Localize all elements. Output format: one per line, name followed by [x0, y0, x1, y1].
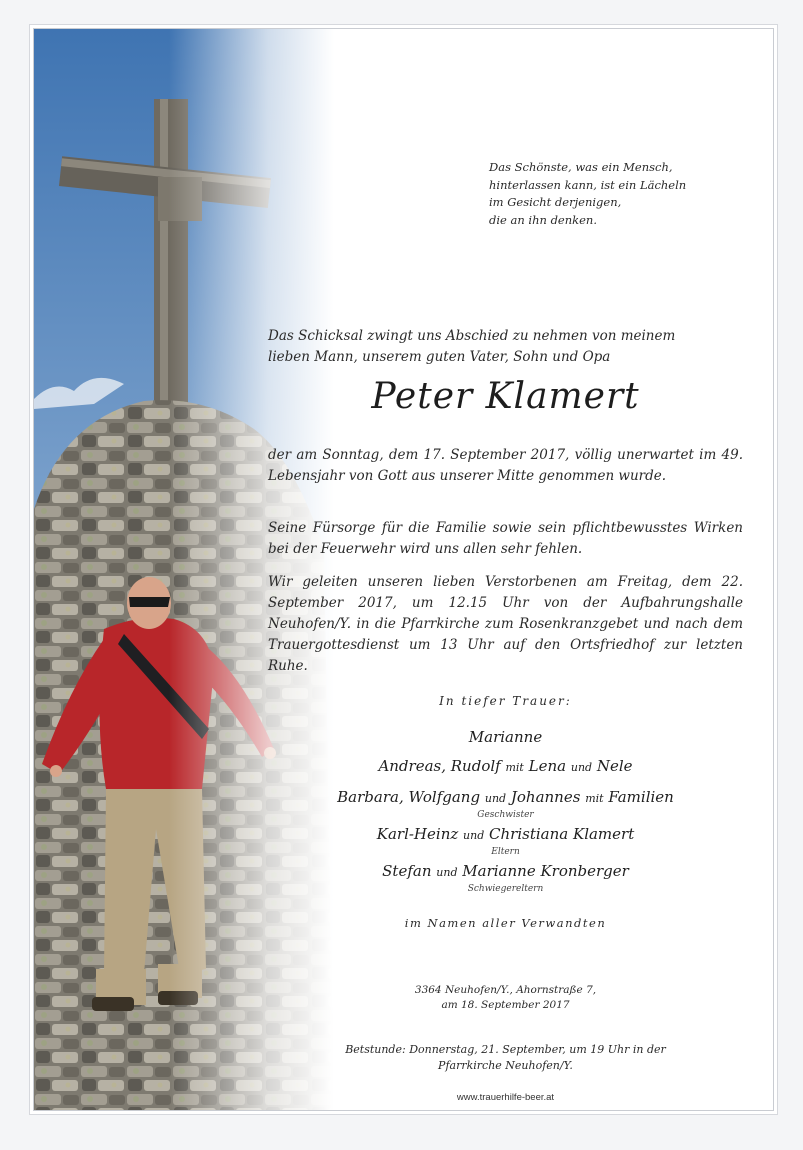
quote-line: Das Schönste, was ein Mensch, — [489, 160, 673, 174]
siblings-joiner: und — [484, 792, 507, 805]
address-date: am 18. September 2017 — [441, 999, 570, 1011]
quote-line: hinterlassen kann, ist ein Lächeln — [489, 177, 687, 192]
prayer-notice — [268, 1042, 743, 1074]
obituary-text — [268, 29, 743, 1110]
in-laws-joiner: und — [436, 866, 458, 879]
siblings-joiner: mit — [585, 792, 604, 805]
mourner-parents — [268, 823, 743, 847]
children-names: Andreas, Rudolf — [378, 757, 501, 775]
children-joiner: mit — [505, 761, 524, 774]
grandchild-name: Lena — [528, 757, 567, 775]
prayer-line: Betstunde: Donnerstag, 21. September, um 19 Uhr in der — [345, 1043, 666, 1056]
sibling-name: Johannes — [510, 788, 581, 806]
website-link[interactable]: www.trauerhilfe-beer.at — [456, 1092, 555, 1103]
children-joiner: und — [570, 761, 593, 774]
siblings-names: Barbara, Wolfgang — [337, 788, 481, 806]
in-law-name: Stefan — [382, 862, 432, 880]
mourner-wife: Marianne — [468, 728, 543, 746]
mourners-title: In tiefer Trauer: — [439, 694, 572, 708]
funeral-paragraph: Wir geleiten unseren lieben Verstorbenen am Freitag, dem 22. September 2017, um 12.15 Uhr von der Aufbahrungshalle Neuhofen/Y. in die Pfarrkirche zum Rosenkranzgebet und nach dem Trauergottesdienst um 13 Uhr auf den Ortsfriedhof zur letzten Ruhe. — [268, 574, 743, 674]
memorial-quote — [489, 159, 729, 229]
obituary-card — [33, 28, 774, 1111]
parent-name: Christiana Klamert — [489, 825, 635, 843]
relation-label: Eltern — [491, 847, 520, 857]
mourners-list — [268, 726, 743, 897]
intro-text — [268, 326, 743, 368]
relation-label: Geschwister — [477, 810, 534, 820]
closing-line: im Namen aller Verwandten — [404, 916, 607, 930]
parent-name: Karl-Heinz — [376, 825, 459, 843]
care-paragraph: Seine Fürsorge für die Familie sowie sein pflichtbewusstes Wirken bei der Feuerwehr wird uns allen sehr fehlen. — [268, 520, 743, 557]
mourner-children — [268, 755, 743, 779]
quote-line: die an ihn denken. — [489, 212, 597, 227]
mourner-in-laws — [268, 860, 743, 884]
quote-line: im Gesicht derjenigen, — [489, 195, 622, 209]
death-paragraph: der am Sonntag, dem 17. September 2017, völlig unerwartet im 49. Lebensjahr von Gott aus unserer Mitte genommen wurde. — [268, 447, 743, 484]
prayer-line: Pfarrkirche Neuhofen/Y. — [438, 1059, 573, 1072]
deceased-name: Peter Klamert — [371, 376, 640, 417]
mourner-siblings — [268, 786, 743, 810]
sibling-families: Familien — [608, 788, 674, 806]
grandchild-name: Nele — [596, 757, 633, 775]
intro-line: lieben Mann, unserem guten Vater, Sohn und Opa — [268, 349, 611, 365]
parents-joiner: und — [463, 829, 485, 842]
intro-line: Das Schicksal zwingt uns Abschied zu nehmen von meinem — [268, 328, 676, 344]
in-law-name: Marianne Kronberger — [462, 862, 629, 880]
relation-label: Schwiegereltern — [467, 884, 544, 894]
address-line: 3364 Neuhofen/Y., Ahornstraße 7, — [414, 984, 597, 996]
address-block — [268, 983, 743, 1013]
